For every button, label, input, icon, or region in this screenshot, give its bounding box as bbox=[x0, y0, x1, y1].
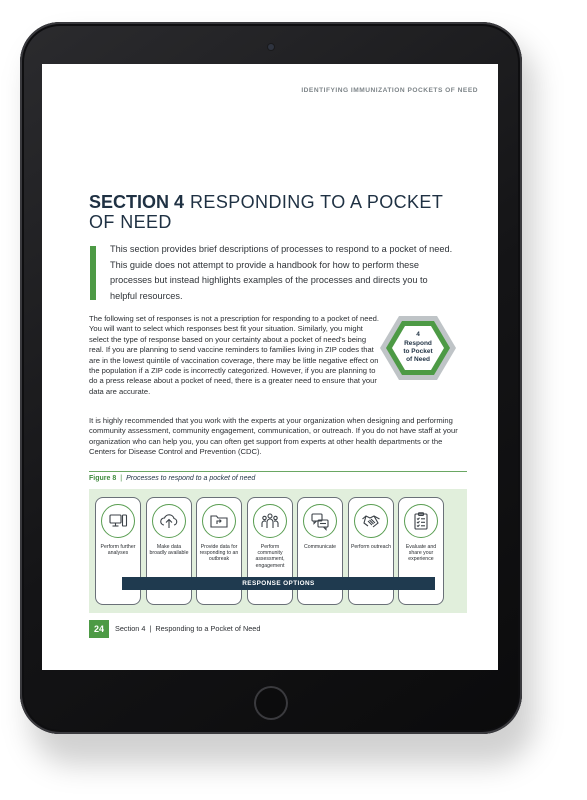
response-options-band: RESPONSE OPTIONS bbox=[122, 577, 435, 590]
badge-number: 4 bbox=[416, 331, 420, 338]
document-page bbox=[42, 64, 498, 670]
front-camera bbox=[268, 44, 274, 50]
tablet-device bbox=[20, 22, 522, 734]
badge-line-2: to Pocket bbox=[403, 348, 433, 355]
footer-separator: | bbox=[149, 624, 152, 633]
computer-analysis-icon bbox=[101, 504, 135, 538]
handshake-icon bbox=[354, 504, 388, 538]
clipboard-checklist-icon bbox=[404, 504, 438, 538]
step-label-analyses: Perform further analyses bbox=[100, 544, 136, 557]
folder-share-icon bbox=[202, 504, 236, 538]
step-label-make-data-available: Make data broadly available bbox=[149, 544, 189, 557]
intro-accent-bar bbox=[90, 246, 96, 300]
section-title: RESPONDING TO A POCKET OF NEED bbox=[89, 192, 443, 232]
badge-line-1: Respond bbox=[404, 340, 432, 347]
figure-caption-separator: | bbox=[120, 475, 123, 482]
cloud-upload-icon bbox=[152, 504, 186, 538]
section-heading bbox=[89, 192, 459, 232]
response-options-figure bbox=[89, 489, 467, 613]
step-label-outreach: Perform outreach bbox=[350, 544, 392, 550]
footer-section-name: Responding to a Pocket of Need bbox=[155, 624, 261, 633]
step-label-outbreak-data: Provide data for responding to an outbreak bbox=[199, 544, 239, 563]
section-number: SECTION 4 bbox=[89, 192, 185, 212]
body-paragraph-2: It is highly recommended that you work with the experts at your organization when designing and performing community assessment, community engagement, communication, or outreach. If you do not have staff at your organization who can help you, you can often get support from experts at other health departments or the Centers for Disease Control and Prevention (CDC). bbox=[89, 416, 458, 457]
step-label-communicate: Communicate bbox=[303, 544, 336, 550]
footer-section-label bbox=[115, 624, 260, 633]
step-label-evaluate: Evaluate and share your experience bbox=[405, 544, 437, 563]
figure-number: Figure 8 bbox=[89, 475, 117, 482]
body-paragraph-1: The following set of responses is not a prescription for responding to a pocket of need. You will want to select which responses best fit your situation. Similarly, you might select the type of response based on your certainty about a pocket of need's being real. If you are planning to send vaccine reminders to families living in ZIP codes that are in the lowest quintile of vaccination coverage, there may be little negative effect on the population if a ZIP code is incorrectly categorized. However, if you are planning to do a press release about a pocket of need, there is a greater need to ensure that your data are accurate. bbox=[89, 314, 379, 396]
step-label-community: Perform community assessment, engagement bbox=[255, 544, 285, 569]
speech-bubbles-icon bbox=[303, 504, 337, 538]
running-header: IDENTIFYING IMMUNIZATION POCKETS OF NEED bbox=[301, 87, 478, 94]
page-number: 24 bbox=[89, 620, 109, 638]
community-group-icon bbox=[253, 504, 287, 538]
home-button[interactable] bbox=[254, 686, 288, 720]
section-badge bbox=[379, 314, 457, 382]
figure-caption bbox=[89, 471, 467, 482]
footer-section-number: Section 4 bbox=[115, 624, 146, 633]
badge-line-3: of Need bbox=[406, 356, 430, 363]
intro-paragraph: This section provides brief descriptions of processes to respond to a pocket of need. This guide does not attempt to provide a handbook for how to perform these processes but instead highlights examples of the processes and directs you to helpful resources. bbox=[110, 244, 453, 302]
figure-title: Processes to respond to a pocket of need bbox=[126, 475, 256, 482]
